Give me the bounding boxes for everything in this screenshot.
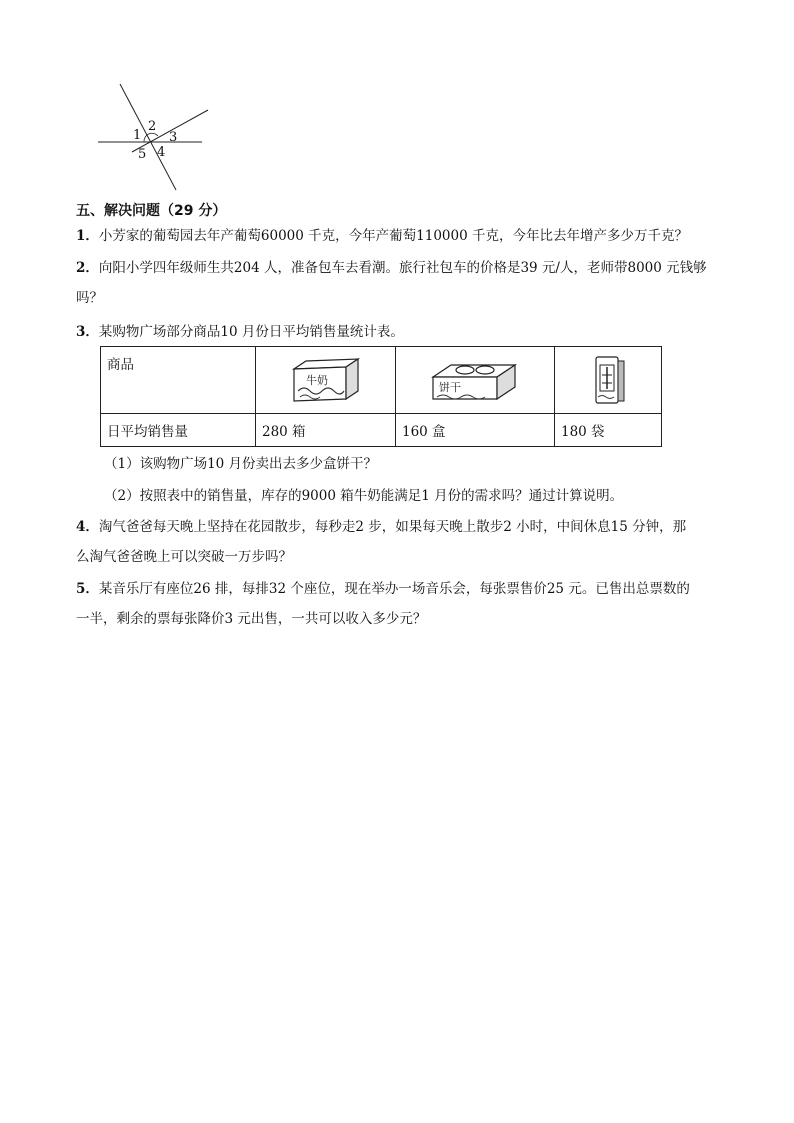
question-text: 某音乐厅有座位26 排，每排32 个座位，现在举办一场音乐会，每张票售价25 元。已售出总票数的 [98,581,690,597]
section-title: 五、解决问题（29 分） [76,203,227,219]
biscuit-box-label: 饼干 [439,381,461,394]
angle-label-1: 1 [133,128,142,143]
row-header-daily-sales: 日平均销售量 [101,414,256,447]
question-number: 4． [76,519,99,535]
cell-biscuit-sales: 160 盒 [396,414,555,447]
sub-question-1: （1）该购物广场10 月份卖出去多少盒饼干？ [104,456,378,472]
table-row [101,347,662,414]
question-4-continued [76,547,756,567]
milk-box-label: 牛奶 [305,374,328,387]
diagonal-line-steep [120,84,176,190]
angle-label-4: 4 [157,145,166,160]
angle-arc [144,133,158,142]
row-header-product: 商品 [101,347,256,414]
cell-drink-image [555,347,662,414]
cell-milk-sales: 280 箱 [256,414,396,447]
question-text: 么淘气爸爸晚上可以突破一万步吗？ [76,549,292,565]
cell-biscuit-image [396,347,555,414]
question-text: 吗？ [76,290,103,306]
question-2-continued [76,288,756,308]
question-number: 3． [76,324,99,340]
angle-label-3: 3 [169,130,178,145]
angle-label-5: 5 [138,147,147,162]
question-text: 向阳小学四年级师生共204 人，准备包车去看潮。旅行社包车的价格是39 元/人，老师带8000 元钱够 [98,260,707,276]
question-text: 某购物广场部分商品10 月份日平均销售量统计表。 [98,324,404,340]
sales-table [100,346,662,447]
question-4 [76,517,756,537]
question-text: 一半，剩余的票每张降价3 元出售，一共可以收入多少元？ [76,611,427,627]
question-2 [76,258,756,278]
biscuit-box-icon [427,353,523,403]
question-5 [76,579,756,599]
question-number: 5． [76,581,99,597]
sub-question-2: （2）按照表中的销售量，库存的9000 箱牛奶能满足1 月份的需求吗？通过计算说明。 [104,488,624,504]
question-number: 2． [76,260,99,276]
angle-figure [92,78,212,193]
table-row [101,414,662,447]
cell-drink-sales: 180 袋 [555,414,662,447]
question-5-continued [76,609,756,629]
question-text: 小芳家的葡萄园去年产葡萄60000 千克，今年产葡萄110000 千克，今年比去年增产多少万千克？ [98,228,688,244]
angle-label-2: 2 [148,119,157,134]
question-number: 1． [76,228,99,244]
question-1 [76,226,756,246]
cell-milk-image [256,347,396,414]
question-3 [76,322,756,342]
question-text: 淘气爸爸每天晚上坚持在花园散步，每秒走2 步，如果每天晚上散步2 小时，中间休息15 分钟，那 [98,519,687,535]
milk-box-icon [286,353,366,403]
drink-bag-icon [588,353,628,407]
